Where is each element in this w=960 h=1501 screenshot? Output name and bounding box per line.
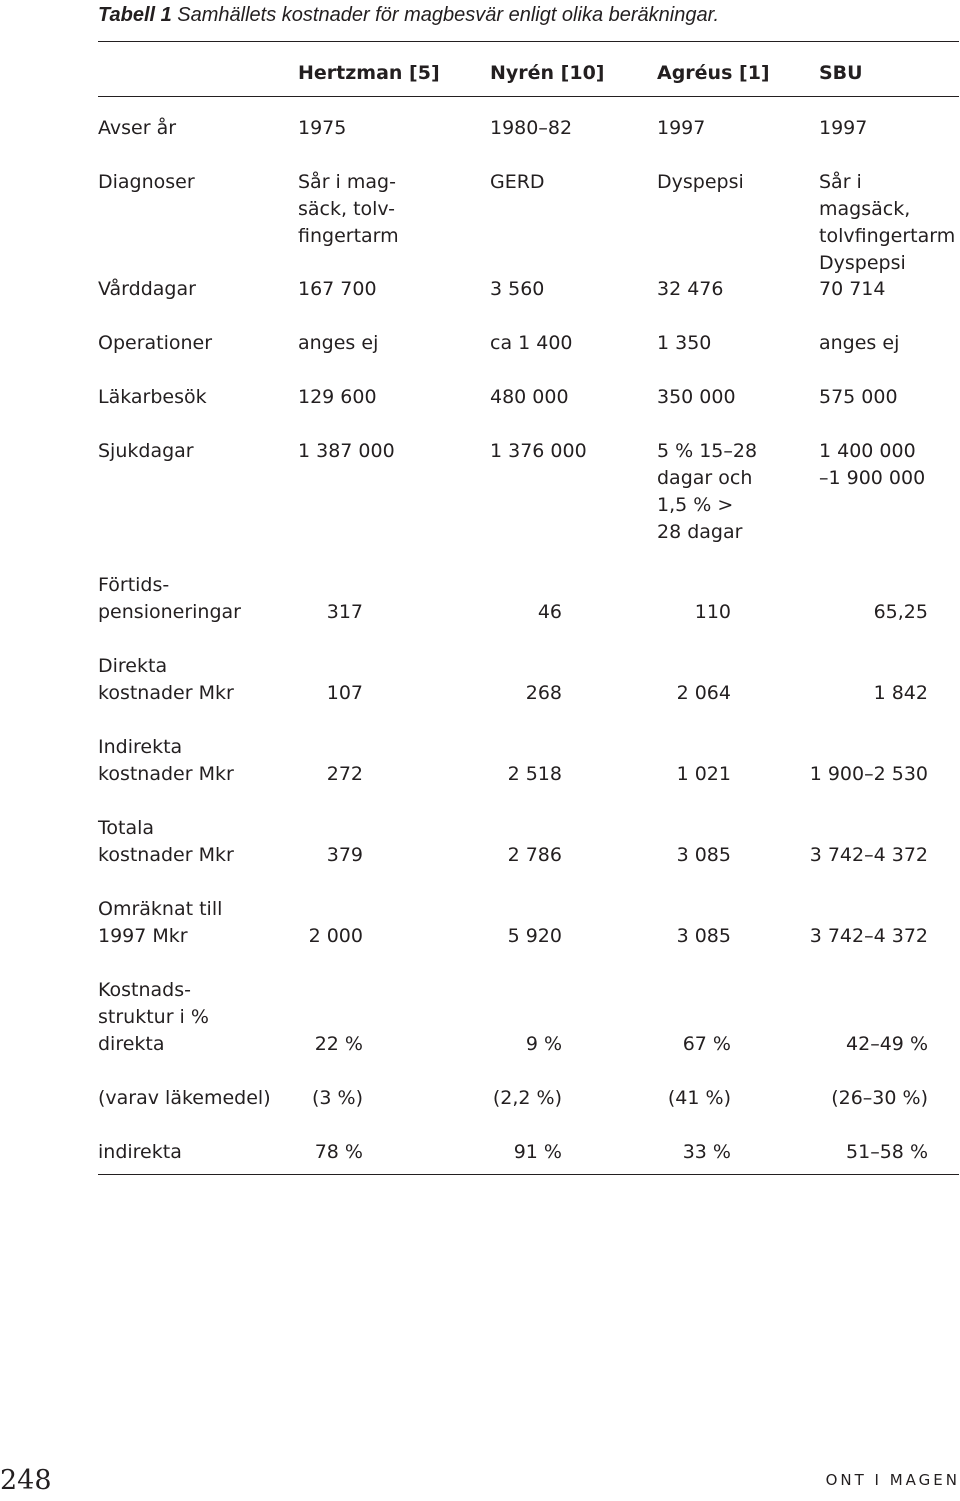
table-cell: 91 % — [513, 1141, 562, 1163]
table-cell: 1 900–2 530 — [809, 763, 928, 785]
table-cell: 1 387 000 — [298, 440, 395, 462]
column-header-hertzman: Hertzman [5] — [298, 62, 440, 84]
row-label: Vårddagar — [98, 278, 196, 300]
table-cell: 1997 — [657, 117, 706, 139]
table-cell: 3 560 — [490, 278, 545, 300]
column-header-sbu: SBU — [819, 62, 863, 84]
table-cell: Sår i magsäck, tolvfingertarm Dyspepsi — [819, 171, 956, 274]
table-cell: 22 % — [314, 1033, 363, 1055]
table-cell: 2 000 — [308, 925, 363, 947]
row-label: Operationer — [98, 332, 213, 354]
table-cell: anges ej — [819, 332, 900, 354]
row-label: Kostnads- struktur i % direkta — [98, 979, 209, 1055]
table-cell: 107 — [326, 682, 363, 704]
table-cell: 1975 — [298, 117, 347, 139]
table-cell: 1 376 000 — [490, 440, 587, 462]
row-label: Diagnoser — [98, 171, 195, 193]
row-label: Sjukdagar — [98, 440, 194, 462]
table-cell: 3 085 — [676, 925, 731, 947]
row-label: Indirekta kostnader Mkr — [98, 736, 234, 785]
row-label: Läkarbesök — [98, 386, 207, 408]
table-cell: 1 842 — [873, 682, 928, 704]
table-cell: ca 1 400 — [490, 332, 573, 354]
table-cell: 5 920 — [507, 925, 562, 947]
page-number: 248 — [0, 1465, 52, 1496]
table-cell: 1 021 — [676, 763, 731, 785]
table-cell: 1 350 — [657, 332, 712, 354]
table-cell: 51–58 % — [846, 1141, 928, 1163]
table-cell: (3 %) — [311, 1087, 363, 1109]
row-label: (varav läkemedel) — [98, 1087, 271, 1109]
row-label: Avser år — [98, 117, 177, 139]
table-cell: 65,25 — [873, 601, 928, 623]
table-cell: Sår i mag- säck, tolv- fingertarm — [298, 171, 399, 247]
table-cell: 350 000 — [657, 386, 736, 408]
row-label: Omräknat till 1997 Mkr — [98, 898, 223, 947]
row-label: Totala kostnader Mkr — [98, 817, 234, 866]
table-cell: 1 400 000 –1 900 000 — [819, 440, 926, 489]
table-cell: (41 %) — [667, 1087, 731, 1109]
column-header-nyren: Nyrén [10] — [490, 62, 605, 84]
table-caption-label: Tabell 1 — [98, 4, 172, 26]
table-cell: 32 476 — [657, 278, 724, 300]
table-cell: 272 — [326, 763, 363, 785]
table-cell: 1997 — [819, 117, 868, 139]
table-cell: 2 064 — [676, 682, 731, 704]
table-cell: 1980–82 — [490, 117, 573, 139]
table-cell: 78 % — [314, 1141, 363, 1163]
table-cell: (2,2 %) — [492, 1087, 562, 1109]
running-title: ONT I MAGEN — [825, 1471, 960, 1489]
row-label: Direkta kostnader Mkr — [98, 655, 234, 704]
table-cell: 268 — [525, 682, 562, 704]
table-cell: Dyspepsi — [657, 171, 744, 193]
column-header-agreus: Agréus [1] — [657, 62, 770, 84]
table-cell: GERD — [490, 171, 545, 193]
table-cell: 2 786 — [507, 844, 562, 866]
table-cell: 46 — [537, 601, 562, 623]
table-cell: 575 000 — [819, 386, 898, 408]
table-cell: anges ej — [298, 332, 379, 354]
row-label: indirekta — [98, 1141, 182, 1163]
table-cell: 317 — [326, 601, 363, 623]
table-cell: 110 — [694, 601, 731, 623]
table-cell: 42–49 % — [846, 1033, 928, 1055]
row-label: Förtids- pensioneringar — [98, 574, 241, 623]
table-cell: 33 % — [682, 1141, 731, 1163]
table-cell: 5 % 15–28 dagar och 1,5 % > 28 dagar — [657, 440, 758, 543]
table-cell: 9 % — [525, 1033, 562, 1055]
table-cell: 3 085 — [676, 844, 731, 866]
table-cell: (26–30 %) — [831, 1087, 928, 1109]
table-cell: 379 — [326, 844, 363, 866]
table-cell: 167 700 — [298, 278, 377, 300]
table-caption-text: Samhällets kostnader för magbesvär enligt olika beräkningar. — [177, 4, 720, 26]
table-cell: 67 % — [682, 1033, 731, 1055]
table-cell: 3 742–4 372 — [809, 844, 928, 866]
table-cell: 3 742–4 372 — [809, 925, 928, 947]
table-cell: 480 000 — [490, 386, 569, 408]
table-cell: 129 600 — [298, 386, 377, 408]
table-cell: 70 714 — [819, 278, 886, 300]
table-cell: 2 518 — [507, 763, 562, 785]
